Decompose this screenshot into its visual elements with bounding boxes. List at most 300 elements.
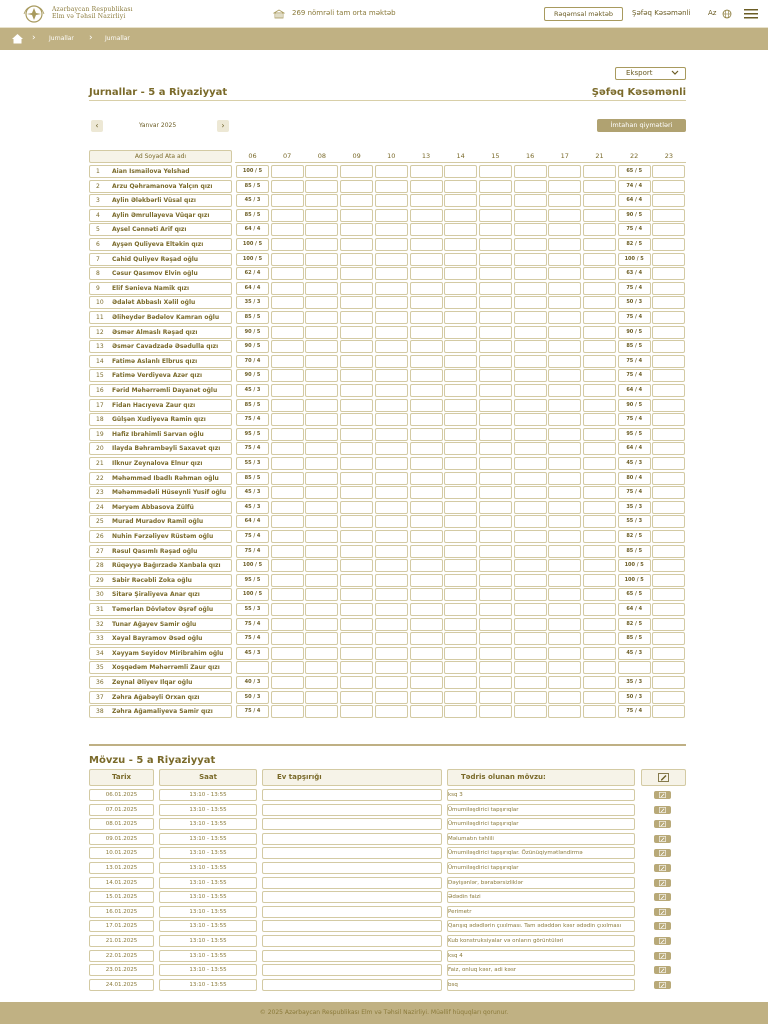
topic-name-cell[interactable]: Faiz, onluq kəsr, adi kəsr	[447, 964, 635, 976]
grade-cell[interactable]	[652, 486, 685, 499]
grade-cell[interactable]	[514, 632, 547, 645]
grade-cell[interactable]	[375, 282, 408, 295]
grade-cell[interactable]	[548, 209, 581, 222]
grade-cell[interactable]	[444, 588, 477, 601]
grade-cell[interactable]	[410, 399, 443, 412]
grade-cell[interactable]	[652, 428, 685, 441]
grade-cell[interactable]	[340, 194, 373, 207]
grade-cell[interactable]	[548, 428, 581, 441]
student-row[interactable]	[89, 632, 232, 645]
grade-cell[interactable]	[479, 545, 512, 558]
grade-cell[interactable]	[340, 369, 373, 382]
grade-cell[interactable]	[548, 661, 581, 674]
grade-cell[interactable]	[652, 618, 685, 631]
grade-cell[interactable]	[583, 559, 616, 572]
grade-cell[interactable]	[410, 180, 443, 193]
grade-cell[interactable]	[340, 632, 373, 645]
edit-topic-button[interactable]	[654, 791, 671, 799]
grade-cell[interactable]	[410, 588, 443, 601]
grade-cell[interactable]	[410, 253, 443, 266]
grade-cell[interactable]: 90 / 5	[236, 326, 269, 339]
grade-cell[interactable]	[410, 311, 443, 324]
grade-cell[interactable]	[305, 238, 338, 251]
grade-cell[interactable]	[548, 413, 581, 426]
grade-cell[interactable]	[479, 691, 512, 704]
grade-cell[interactable]	[375, 296, 408, 309]
student-row[interactable]	[89, 369, 232, 382]
grade-cell[interactable]	[548, 501, 581, 514]
grade-cell[interactable]	[479, 515, 512, 528]
grade-cell[interactable]	[514, 676, 547, 689]
grade-cell[interactable]: 95 / 5	[236, 428, 269, 441]
grade-cell[interactable]	[479, 632, 512, 645]
grade-cell[interactable]: 75 / 4	[618, 369, 651, 382]
grade-cell[interactable]	[340, 705, 373, 718]
grade-cell[interactable]	[340, 588, 373, 601]
grade-cell[interactable]	[479, 267, 512, 280]
grade-cell[interactable]	[479, 559, 512, 572]
grade-cell[interactable]	[375, 515, 408, 528]
grade-cell[interactable]	[305, 428, 338, 441]
grade-cell[interactable]	[340, 326, 373, 339]
grade-cell[interactable]	[652, 574, 685, 587]
homework-cell[interactable]	[262, 789, 442, 801]
grade-cell[interactable]	[340, 472, 373, 485]
grade-cell[interactable]	[514, 705, 547, 718]
grade-cell[interactable]	[444, 618, 477, 631]
grade-cell[interactable]	[271, 705, 304, 718]
grade-cell[interactable]	[271, 209, 304, 222]
grade-cell[interactable]	[271, 399, 304, 412]
grade-cell[interactable]	[375, 588, 408, 601]
grade-cell[interactable]	[444, 355, 477, 368]
ministry-emblem-icon[interactable]	[22, 4, 46, 24]
grade-cell[interactable]	[548, 486, 581, 499]
prev-month-button[interactable]	[91, 120, 103, 132]
grade-cell[interactable]	[410, 691, 443, 704]
edit-topic-button[interactable]	[654, 981, 671, 989]
student-row[interactable]	[89, 180, 232, 193]
grade-cell[interactable]	[410, 603, 443, 616]
grade-cell[interactable]	[514, 501, 547, 514]
grade-cell[interactable]	[340, 180, 373, 193]
grade-cell[interactable]	[340, 676, 373, 689]
student-row[interactable]	[89, 618, 232, 631]
grade-cell[interactable]	[479, 442, 512, 455]
grade-cell[interactable]	[375, 603, 408, 616]
grade-cell[interactable]: 35 / 3	[618, 676, 651, 689]
grade-cell[interactable]	[444, 267, 477, 280]
grade-cell[interactable]	[479, 530, 512, 543]
grade-cell[interactable]: 85 / 5	[236, 472, 269, 485]
edit-topic-button[interactable]	[654, 849, 671, 857]
grade-cell[interactable]	[652, 384, 685, 397]
grade-cell[interactable]	[375, 399, 408, 412]
grade-cell[interactable]	[479, 705, 512, 718]
grade-cell[interactable]	[271, 238, 304, 251]
grade-cell[interactable]	[583, 282, 616, 295]
grade-cell[interactable]	[479, 238, 512, 251]
grade-cell[interactable]	[548, 574, 581, 587]
grade-cell[interactable]	[583, 574, 616, 587]
grade-cell[interactable]: 50 / 3	[236, 691, 269, 704]
grade-cell[interactable]	[271, 355, 304, 368]
grade-cell[interactable]	[410, 209, 443, 222]
grade-cell[interactable]	[652, 661, 685, 674]
grade-cell[interactable]	[375, 209, 408, 222]
grade-cell[interactable]	[410, 296, 443, 309]
grade-cell[interactable]	[583, 428, 616, 441]
grade-cell[interactable]	[583, 311, 616, 324]
grade-cell[interactable]	[618, 661, 651, 674]
grade-cell[interactable]	[479, 472, 512, 485]
grade-cell[interactable]	[583, 209, 616, 222]
grade-cell[interactable]	[410, 472, 443, 485]
topic-name-cell[interactable]: Ümumiləşdirici tapşırıqlar. Özünüqiymətləndirmə	[447, 847, 635, 859]
grade-cell[interactable]	[305, 472, 338, 485]
grade-cell[interactable]	[548, 705, 581, 718]
edit-topic-button[interactable]	[654, 952, 671, 960]
grade-cell[interactable]: 40 / 3	[236, 676, 269, 689]
grade-cell[interactable]: 65 / 5	[618, 165, 651, 178]
grade-cell[interactable]	[340, 296, 373, 309]
grade-cell[interactable]	[305, 530, 338, 543]
grade-cell[interactable]	[652, 647, 685, 660]
exam-grades-button[interactable]: İmtahan qiymətləri	[597, 119, 686, 132]
grade-cell[interactable]: 45 / 3	[236, 486, 269, 499]
grade-cell[interactable]	[548, 253, 581, 266]
student-row[interactable]	[89, 355, 232, 368]
export-dropdown[interactable]	[615, 67, 686, 80]
topic-name-cell[interactable]: bsq	[447, 979, 635, 991]
grade-cell[interactable]	[583, 326, 616, 339]
grade-cell[interactable]	[444, 486, 477, 499]
grade-cell[interactable]	[271, 530, 304, 543]
grade-cell[interactable]	[444, 559, 477, 572]
next-month-button[interactable]	[217, 120, 229, 132]
grade-cell[interactable]	[271, 223, 304, 236]
grade-cell[interactable]: 85 / 5	[236, 209, 269, 222]
grade-cell[interactable]	[652, 413, 685, 426]
grade-cell[interactable]	[583, 194, 616, 207]
student-row[interactable]	[89, 340, 232, 353]
grade-cell[interactable]	[548, 326, 581, 339]
grade-cell[interactable]	[375, 632, 408, 645]
student-row[interactable]	[89, 223, 232, 236]
grade-cell[interactable]	[583, 501, 616, 514]
edit-topic-button[interactable]	[654, 820, 671, 828]
grade-cell[interactable]: 82 / 5	[618, 238, 651, 251]
grade-cell[interactable]	[444, 209, 477, 222]
grade-cell[interactable]: 55 / 3	[236, 603, 269, 616]
grade-cell[interactable]: 63 / 4	[618, 267, 651, 280]
grade-cell[interactable]	[583, 676, 616, 689]
student-row[interactable]	[89, 282, 232, 295]
grade-cell[interactable]	[340, 618, 373, 631]
grade-cell[interactable]: 100 / 5	[618, 253, 651, 266]
grade-cell[interactable]	[305, 676, 338, 689]
grade-cell[interactable]	[340, 530, 373, 543]
grade-cell[interactable]	[548, 676, 581, 689]
grade-cell[interactable]	[305, 267, 338, 280]
grade-cell[interactable]	[236, 661, 269, 674]
grade-cell[interactable]	[479, 282, 512, 295]
grade-cell[interactable]: 64 / 4	[618, 603, 651, 616]
grade-cell[interactable]	[514, 486, 547, 499]
grade-cell[interactable]	[514, 238, 547, 251]
grade-cell[interactable]	[375, 253, 408, 266]
grade-cell[interactable]	[583, 223, 616, 236]
grade-cell[interactable]	[271, 428, 304, 441]
grade-cell[interactable]	[340, 282, 373, 295]
grade-cell[interactable]	[375, 501, 408, 514]
grade-cell[interactable]	[305, 486, 338, 499]
grade-cell[interactable]	[652, 194, 685, 207]
grade-cell[interactable]	[375, 194, 408, 207]
grade-cell[interactable]	[375, 530, 408, 543]
grade-cell[interactable]	[652, 355, 685, 368]
grade-cell[interactable]	[583, 180, 616, 193]
grade-cell[interactable]	[340, 428, 373, 441]
grade-cell[interactable]	[652, 165, 685, 178]
grade-cell[interactable]	[271, 501, 304, 514]
grade-cell[interactable]	[583, 384, 616, 397]
homework-cell[interactable]	[262, 862, 442, 874]
grade-cell[interactable]	[444, 282, 477, 295]
grade-cell[interactable]	[652, 238, 685, 251]
grade-cell[interactable]	[305, 180, 338, 193]
student-row[interactable]	[89, 165, 232, 178]
grade-cell[interactable]	[410, 413, 443, 426]
student-row[interactable]	[89, 326, 232, 339]
grade-cell[interactable]: 82 / 5	[618, 530, 651, 543]
grade-cell[interactable]	[375, 355, 408, 368]
grade-cell[interactable]	[444, 472, 477, 485]
grade-cell[interactable]	[548, 545, 581, 558]
grade-cell[interactable]	[548, 238, 581, 251]
grade-cell[interactable]	[305, 296, 338, 309]
grade-cell[interactable]	[479, 486, 512, 499]
grade-cell[interactable]	[583, 691, 616, 704]
grade-cell[interactable]	[548, 647, 581, 660]
grade-cell[interactable]	[583, 603, 616, 616]
breadcrumb-item-current[interactable]: Jurnallar	[105, 35, 130, 42]
homework-cell[interactable]	[262, 818, 442, 830]
grade-cell[interactable]	[444, 676, 477, 689]
grade-cell[interactable]: 75 / 4	[236, 705, 269, 718]
grade-cell[interactable]	[479, 209, 512, 222]
grade-cell[interactable]	[305, 355, 338, 368]
grade-cell[interactable]	[375, 691, 408, 704]
grade-cell[interactable]	[548, 530, 581, 543]
grade-cell[interactable]: 35 / 3	[236, 296, 269, 309]
grade-cell[interactable]	[375, 676, 408, 689]
student-row[interactable]	[89, 676, 232, 689]
grade-cell[interactable]	[652, 180, 685, 193]
grade-cell[interactable]: 75 / 4	[618, 282, 651, 295]
grade-cell[interactable]: 85 / 5	[618, 632, 651, 645]
student-row[interactable]	[89, 267, 232, 280]
grade-cell[interactable]: 64 / 4	[236, 282, 269, 295]
grade-cell[interactable]	[375, 340, 408, 353]
grade-cell[interactable]	[375, 472, 408, 485]
student-row[interactable]	[89, 399, 232, 412]
grade-cell[interactable]	[271, 296, 304, 309]
edit-topic-button[interactable]	[654, 879, 671, 887]
grade-cell[interactable]	[375, 545, 408, 558]
grade-cell[interactable]: 74 / 4	[618, 180, 651, 193]
grade-cell[interactable]	[548, 691, 581, 704]
grade-cell[interactable]	[652, 603, 685, 616]
grade-cell[interactable]	[444, 515, 477, 528]
grade-cell[interactable]	[583, 647, 616, 660]
grade-cell[interactable]	[305, 603, 338, 616]
grade-cell[interactable]: 45 / 3	[236, 647, 269, 660]
grade-cell[interactable]	[514, 559, 547, 572]
grade-cell[interactable]: 90 / 5	[236, 369, 269, 382]
grade-cell[interactable]	[548, 296, 581, 309]
grade-cell[interactable]	[444, 180, 477, 193]
student-row[interactable]	[89, 253, 232, 266]
grade-cell[interactable]	[375, 457, 408, 470]
grade-cell[interactable]	[271, 457, 304, 470]
grade-cell[interactable]	[652, 559, 685, 572]
grade-cell[interactable]	[583, 253, 616, 266]
grade-cell[interactable]	[340, 267, 373, 280]
grade-cell[interactable]	[410, 545, 443, 558]
grade-cell[interactable]	[271, 603, 304, 616]
topic-name-cell[interactable]: Ümumiləşdirici tapşırıqlar	[447, 804, 635, 816]
grade-cell[interactable]	[271, 340, 304, 353]
grade-cell[interactable]	[652, 223, 685, 236]
grade-cell[interactable]	[444, 545, 477, 558]
grade-cell[interactable]: 64 / 4	[618, 442, 651, 455]
topic-name-cell[interactable]: Məlumatın təhlili	[447, 833, 635, 845]
grade-cell[interactable]	[305, 661, 338, 674]
grade-cell[interactable]: 55 / 3	[236, 457, 269, 470]
grade-cell[interactable]	[444, 603, 477, 616]
grade-cell[interactable]	[652, 399, 685, 412]
student-row[interactable]	[89, 545, 232, 558]
grade-cell[interactable]	[548, 223, 581, 236]
grade-cell[interactable]: 75 / 4	[236, 632, 269, 645]
grade-cell[interactable]	[444, 238, 477, 251]
grade-cell[interactable]	[305, 559, 338, 572]
grade-cell[interactable]	[652, 501, 685, 514]
student-row[interactable]	[89, 311, 232, 324]
grade-cell[interactable]	[514, 618, 547, 631]
grade-cell[interactable]: 100 / 5	[236, 165, 269, 178]
grade-cell[interactable]	[271, 267, 304, 280]
grade-cell[interactable]	[340, 238, 373, 251]
homework-cell[interactable]	[262, 935, 442, 947]
grade-cell[interactable]	[271, 282, 304, 295]
grade-cell[interactable]	[479, 369, 512, 382]
grade-cell[interactable]	[271, 194, 304, 207]
student-row[interactable]	[89, 501, 232, 514]
grade-cell[interactable]	[410, 618, 443, 631]
grade-cell[interactable]: 75 / 4	[236, 545, 269, 558]
grade-cell[interactable]	[652, 442, 685, 455]
grade-cell[interactable]	[375, 647, 408, 660]
grade-cell[interactable]	[583, 442, 616, 455]
topic-name-cell[interactable]: Qarışıq ədədlərin çıxılması. Tam ədəddən kəsr ədədin çıxılması	[447, 920, 635, 932]
grade-cell[interactable]	[410, 574, 443, 587]
grade-cell[interactable]	[340, 384, 373, 397]
grade-cell[interactable]	[340, 545, 373, 558]
topic-name-cell[interactable]: ksq 4	[447, 950, 635, 962]
edit-topic-button[interactable]	[654, 937, 671, 945]
grade-cell[interactable]	[444, 326, 477, 339]
grade-cell[interactable]	[375, 428, 408, 441]
grade-cell[interactable]	[305, 369, 338, 382]
grade-cell[interactable]: 82 / 5	[618, 618, 651, 631]
grade-cell[interactable]	[305, 194, 338, 207]
grade-cell[interactable]	[375, 661, 408, 674]
grade-cell[interactable]	[305, 588, 338, 601]
language-selector[interactable]: Az	[708, 9, 717, 17]
edit-topic-button[interactable]	[654, 966, 671, 974]
grade-cell[interactable]	[652, 326, 685, 339]
grade-cell[interactable]	[410, 384, 443, 397]
grade-cell[interactable]	[514, 194, 547, 207]
grade-cell[interactable]: 45 / 3	[618, 457, 651, 470]
grade-cell[interactable]	[514, 691, 547, 704]
student-row[interactable]	[89, 705, 232, 718]
grade-cell[interactable]	[410, 238, 443, 251]
grade-cell[interactable]	[410, 369, 443, 382]
grade-cell[interactable]	[583, 238, 616, 251]
grade-cell[interactable]	[548, 472, 581, 485]
grade-cell[interactable]	[305, 647, 338, 660]
grade-cell[interactable]	[444, 311, 477, 324]
homework-cell[interactable]	[262, 950, 442, 962]
student-row[interactable]	[89, 515, 232, 528]
grade-cell[interactable]	[410, 705, 443, 718]
grade-cell[interactable]: 85 / 5	[618, 545, 651, 558]
grade-cell[interactable]	[340, 413, 373, 426]
grade-cell[interactable]	[583, 661, 616, 674]
grade-cell[interactable]	[340, 165, 373, 178]
grade-cell[interactable]	[548, 603, 581, 616]
homework-cell[interactable]	[262, 833, 442, 845]
grade-cell[interactable]	[271, 180, 304, 193]
grade-cell[interactable]	[340, 311, 373, 324]
topic-name-cell[interactable]: Dəyişənlər, bərabərsizliklər	[447, 877, 635, 889]
grade-cell[interactable]	[548, 618, 581, 631]
grade-cell[interactable]	[583, 545, 616, 558]
edit-topic-button[interactable]	[654, 922, 671, 930]
grade-cell[interactable]	[410, 632, 443, 645]
grade-cell[interactable]	[548, 267, 581, 280]
grade-cell[interactable]	[548, 311, 581, 324]
digital-school-button[interactable]: Rəqəmsal məktəb	[544, 7, 623, 21]
grade-cell[interactable]	[271, 588, 304, 601]
grade-cell[interactable]	[652, 705, 685, 718]
grade-cell[interactable]	[652, 632, 685, 645]
grade-cell[interactable]	[479, 413, 512, 426]
grade-cell[interactable]	[305, 574, 338, 587]
grade-cell[interactable]	[548, 457, 581, 470]
student-row[interactable]	[89, 238, 232, 251]
grade-cell[interactable]	[305, 632, 338, 645]
user-name-link[interactable]: Şəfəq Kəsəmənli	[632, 9, 691, 17]
grade-cell[interactable]	[548, 369, 581, 382]
grade-cell[interactable]: 85 / 5	[236, 180, 269, 193]
homework-cell[interactable]	[262, 847, 442, 859]
grade-cell[interactable]	[514, 282, 547, 295]
grade-cell[interactable]	[583, 340, 616, 353]
